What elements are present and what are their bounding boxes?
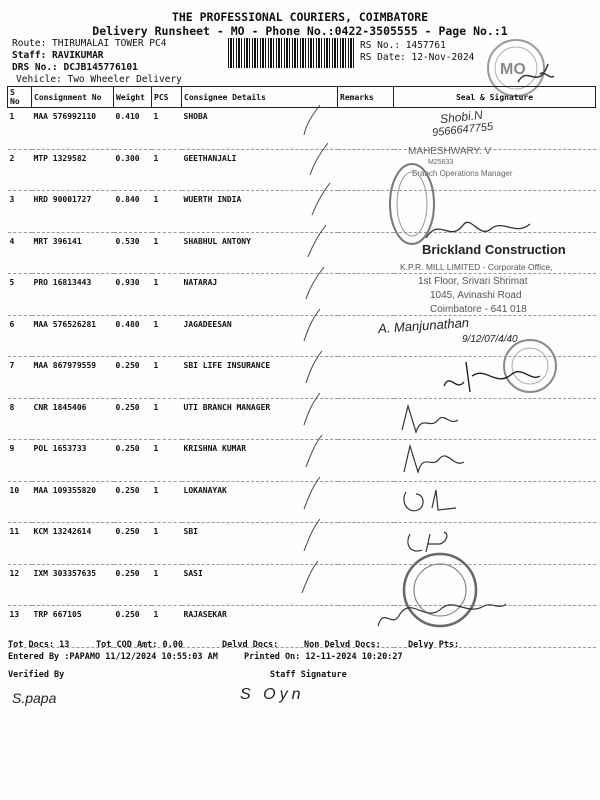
staff-info: Staff: RAVIKUMAR [12, 50, 104, 61]
row-pcs: 1 [152, 564, 182, 606]
signature-row7-icon [436, 352, 546, 398]
vehicle-info: Vehicle: Two Wheeler Delivery [16, 74, 182, 85]
verified-by-label: Verified By [8, 670, 65, 680]
row-consignment: MAA 867979559 [32, 357, 114, 399]
rs-number: RS No.: 1457761 [360, 40, 446, 51]
row-weight: 0.250 [114, 564, 152, 606]
delivery-tick-marks [290, 95, 350, 635]
col-seal-signature: Seal & Signature [394, 87, 596, 108]
row-sno: 13 [8, 606, 32, 648]
row-weight: 0.480 [114, 315, 152, 357]
row-weight: 0.930 [114, 274, 152, 316]
row-weight: 0.250 [114, 606, 152, 648]
row-consignment: PRO 16813443 [32, 274, 114, 316]
col-remarks: Remarks [338, 87, 394, 108]
stamp-row2-code: M25633 [428, 159, 454, 166]
row-consignment: MTP 1329582 [32, 149, 114, 191]
row-sno: 12 [8, 564, 32, 606]
col-sno: S No [8, 87, 32, 108]
drs-info: DRS No.: DCJB145776101 [12, 62, 138, 73]
row-weight: 0.250 [114, 523, 152, 565]
row-weight: 0.410 [114, 108, 152, 150]
row-pcs: 1 [152, 523, 182, 565]
row-consignee: UTI BRANCH MANAGER [182, 398, 338, 440]
row-pcs: 1 [152, 481, 182, 523]
row-sno: 8 [8, 398, 32, 440]
row-consignment: TRP 667105 [32, 606, 114, 648]
stamp-kpr-line4: Coimbatore - 641 018 [430, 304, 527, 315]
signature-row13-icon [372, 586, 512, 636]
stamp-kpr-line1: K.P.R. MILL LIMITED - Corporate Office, [400, 262, 553, 272]
row-sno: 4 [8, 232, 32, 274]
row-sno: 6 [8, 315, 32, 357]
row-pcs: 1 [152, 606, 182, 648]
signature-row6b: 9/12/07/4/40 [462, 334, 518, 345]
row-pcs: 1 [152, 232, 182, 274]
row-weight: 0.250 [114, 398, 152, 440]
row-consignment: MAA 576526281 [32, 315, 114, 357]
row-consignment: CNR 1845406 [32, 398, 114, 440]
row-consignment: POL 1653733 [32, 440, 114, 482]
signature-row6: A. Manjunathan [377, 314, 470, 337]
signature-row10-icon [396, 480, 506, 520]
row-pcs: 1 [152, 274, 182, 316]
row-pcs: 1 [152, 357, 182, 399]
stamp-kpr-line2: 1st Floor, Srivari Shrimat [418, 276, 528, 287]
row-consignment: MAA 109355820 [32, 481, 114, 523]
row-consignee: WUERTH INDIA [182, 191, 338, 233]
document-title: THE PROFESSIONAL COURIERS, COIMBATORE [171, 10, 429, 24]
tot-cod-amount: Tot COD Amt: 0.00 [96, 640, 183, 650]
row-consignment: MRT 396141 [32, 232, 114, 274]
row-weight: 0.250 [114, 481, 152, 523]
row-sno: 7 [8, 357, 32, 399]
row-consignee: RAJASEKAR [182, 606, 338, 648]
row-weight: 0.840 [114, 191, 152, 233]
row-weight: 0.300 [114, 149, 152, 191]
row-sno: 10 [8, 481, 32, 523]
entered-by: Entered By :PAPAMO 11/12/2024 10:55:03 AM [8, 652, 218, 662]
row-pcs: 1 [152, 149, 182, 191]
row-pcs: 1 [152, 440, 182, 482]
signature-row8-icon [396, 400, 506, 440]
signature-row1-phone: 9566647755 [431, 120, 494, 140]
col-consignment: Consignment No [32, 87, 114, 108]
row-signature [394, 108, 596, 150]
delivered-docs: Delvd Docs: [222, 640, 279, 650]
col-pcs: PCS [152, 87, 182, 108]
row-consignee: GEETHANJALI [182, 149, 338, 191]
row-pcs: 1 [152, 191, 182, 233]
delivery-points: Delvy Pts: [408, 640, 460, 650]
row-consignment: KCM 13242614 [32, 523, 114, 565]
row-consignee: SHOBA [182, 108, 338, 150]
row-consignee: SBI [182, 523, 338, 565]
stamp-brickland: Brickland Construction [422, 242, 566, 257]
row-consignment: IXM 303357635 [32, 564, 114, 606]
row-sno: 2 [8, 149, 32, 191]
stamp-kpr-line3: 1045, Avinashi Road [430, 290, 522, 301]
tot-docs: Tot Docs: 13 [8, 640, 70, 650]
signature-row1: Shobi.N [439, 107, 484, 127]
row-consignee: SASI [182, 564, 338, 606]
staff-signature-label: Staff Signature [270, 670, 347, 680]
printed-on: Printed On: 12-11-2024 10:20:27 [244, 652, 403, 662]
row-consignment: MAA 576992110 [32, 108, 114, 150]
route-info: Route: THIRUMALAI TOWER PC4 [12, 38, 167, 49]
non-delivered-docs: Non Delvd Docs: [304, 640, 381, 650]
col-consignee: Consignee Details [182, 87, 338, 108]
stamp-row2-title: Branch Operations Manager [412, 169, 513, 178]
row-weight: 0.250 [114, 357, 152, 399]
document-subtitle: Delivery Runsheet - MO - Phone No.:0422-3505555 - Page No.:1 [92, 24, 508, 38]
row-sno: 3 [8, 191, 32, 233]
row-weight: 0.530 [114, 232, 152, 274]
row-pcs: 1 [152, 398, 182, 440]
row-consignee: LOKANAYAK [182, 481, 338, 523]
row-consignee: KRISHNA KUMAR [182, 440, 338, 482]
row-weight: 0.250 [114, 440, 152, 482]
rs-date: RS Date: 12-Nov-2024 [360, 52, 475, 63]
row-pcs: 1 [152, 315, 182, 357]
col-weight: Weight [114, 87, 152, 108]
row-consignee: SBI LIFE INSURANCE [182, 357, 338, 399]
staff-signature: S Oyn [240, 686, 305, 703]
row-sno: 5 [8, 274, 32, 316]
row-sno: 11 [8, 523, 32, 565]
signature-row9-icon [396, 440, 506, 480]
row-consignee: JAGADEESAN [182, 315, 338, 357]
mo-stamp-text: MO [500, 61, 526, 78]
row-pcs: 1 [152, 108, 182, 150]
barcode [228, 38, 356, 68]
stamp-row2-name: MAHESHWARY. V [408, 146, 492, 157]
row-consignment: HRD 90001727 [32, 191, 114, 233]
row-sno: 9 [8, 440, 32, 482]
verified-signature: S.papa [12, 690, 57, 706]
row-consignee: SHABHUL ANTONY [182, 232, 338, 274]
row-sno: 1 [8, 108, 32, 150]
row-consignee: NATARAJ [182, 274, 338, 316]
